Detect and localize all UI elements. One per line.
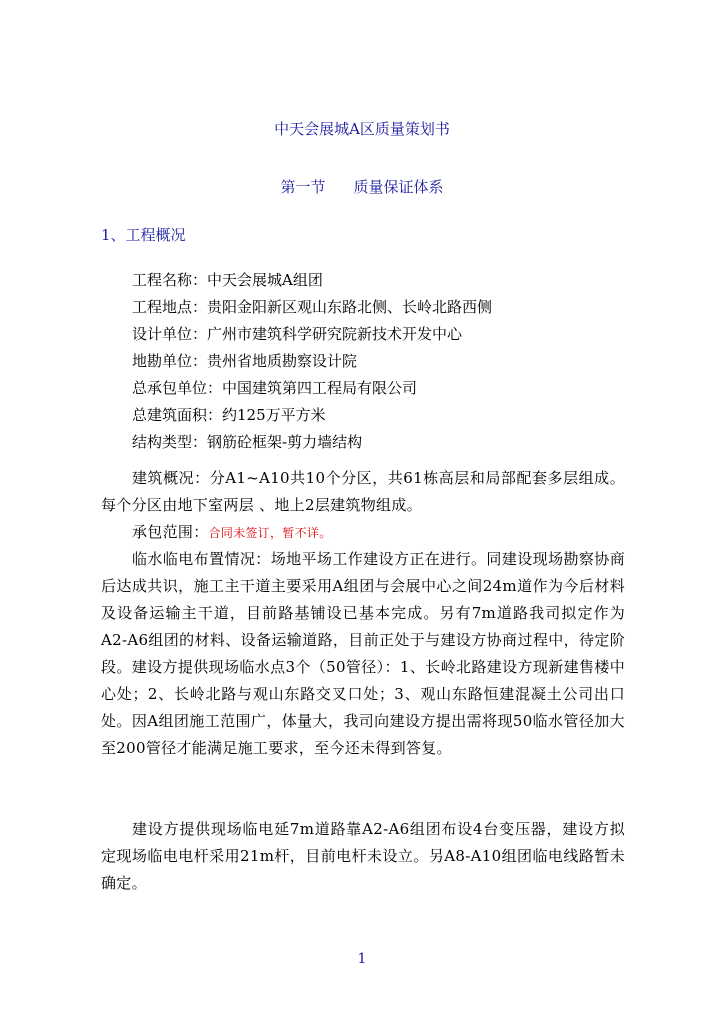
document-title: 中天会展城A区质量策划书 — [274, 120, 450, 138]
building-overview-paragraph — [101, 465, 625, 519]
temporary-water-power-paragraph — [101, 546, 625, 762]
project-info-list — [132, 270, 652, 459]
field-value: 中天会展城A组团 — [207, 271, 323, 289]
temporary-power-paragraph: 建设方提供现场临电延7m道路靠A2-A6组团布设4台变压器，建设方拟定现场临电电杆采用21m杆，目前电杆未设立。另A8-A10组团临电线路暂未确定。 — [101, 820, 625, 892]
field-total-area — [132, 405, 652, 432]
field-value: 贵州省地质勘察设计院 — [207, 352, 358, 370]
section-name: 质量保证体系 — [353, 178, 444, 196]
overview-text: 分A1~A10共10个分区，共61栋高层和局部配套多层组成。每个分区由地下室两层 、地上2层建筑物组成。 — [101, 469, 625, 514]
field-label: 工程地点： — [132, 298, 208, 316]
field-value: 中国建筑第四工程局有限公司 — [222, 379, 418, 397]
field-label: 设计单位： — [132, 325, 208, 343]
water-power-text: 场地平场工作建设方正在进行。同建设现场勘察协商后达成共识，施工主干道主要采用A组团与会展中心之间24m道作为今后材料及设备运输主干道，目前路基铺设已基本完成。另有7m道路我司拟定作为A2-A6组团的材料、设备运输道路，目前正处于与建设方协商过程中，待定阶段。建设方提供现场临水点3个（50管径）：1、长岭北路建设方现新建售楼中心处；2、长岭北路与观山东路交叉口处；3、观山东路恒建混凝土公司出口处。因A组团施工范围广，体量大，我司向建设方提出需将现50临水管径加大至200管径才能满足施工要求，至今还未得到答复。 — [101, 550, 625, 757]
field-label: 工程名称： — [132, 271, 208, 289]
contract-scope-paragraph — [101, 519, 625, 547]
field-project-location — [132, 297, 652, 324]
field-label: 地勘单位： — [132, 352, 208, 370]
field-design-unit — [132, 324, 652, 351]
field-survey-unit — [132, 351, 652, 378]
field-project-name — [132, 270, 652, 297]
field-label: 结构类型： — [132, 433, 208, 451]
field-label: 总建筑面积： — [132, 406, 223, 424]
section-number: 第一节 — [280, 178, 326, 196]
field-value: 约125万平方米 — [222, 406, 326, 424]
water-power-label: 临水临电布置情况： — [132, 550, 271, 568]
field-value: 广州市建筑科学研究院新技术开发中心 — [207, 325, 463, 343]
field-value: 贵阳金阳新区观山东路北侧、长岭北路西侧 — [207, 298, 493, 316]
section-title — [0, 176, 724, 198]
contract-scope-label: 承包范围： — [132, 523, 209, 541]
field-structure-type — [132, 432, 652, 459]
overview-label: 建筑概况： — [132, 469, 210, 487]
page-number: 1 — [357, 951, 367, 967]
field-general-contractor — [132, 378, 652, 405]
section-heading: 1、工程概况 — [101, 226, 186, 244]
field-label: 总承包单位： — [132, 379, 223, 397]
field-value: 钢筋砼框架-剪力墙结构 — [207, 433, 363, 451]
contract-scope-value: 合同未签订，暂不详。 — [208, 526, 332, 540]
